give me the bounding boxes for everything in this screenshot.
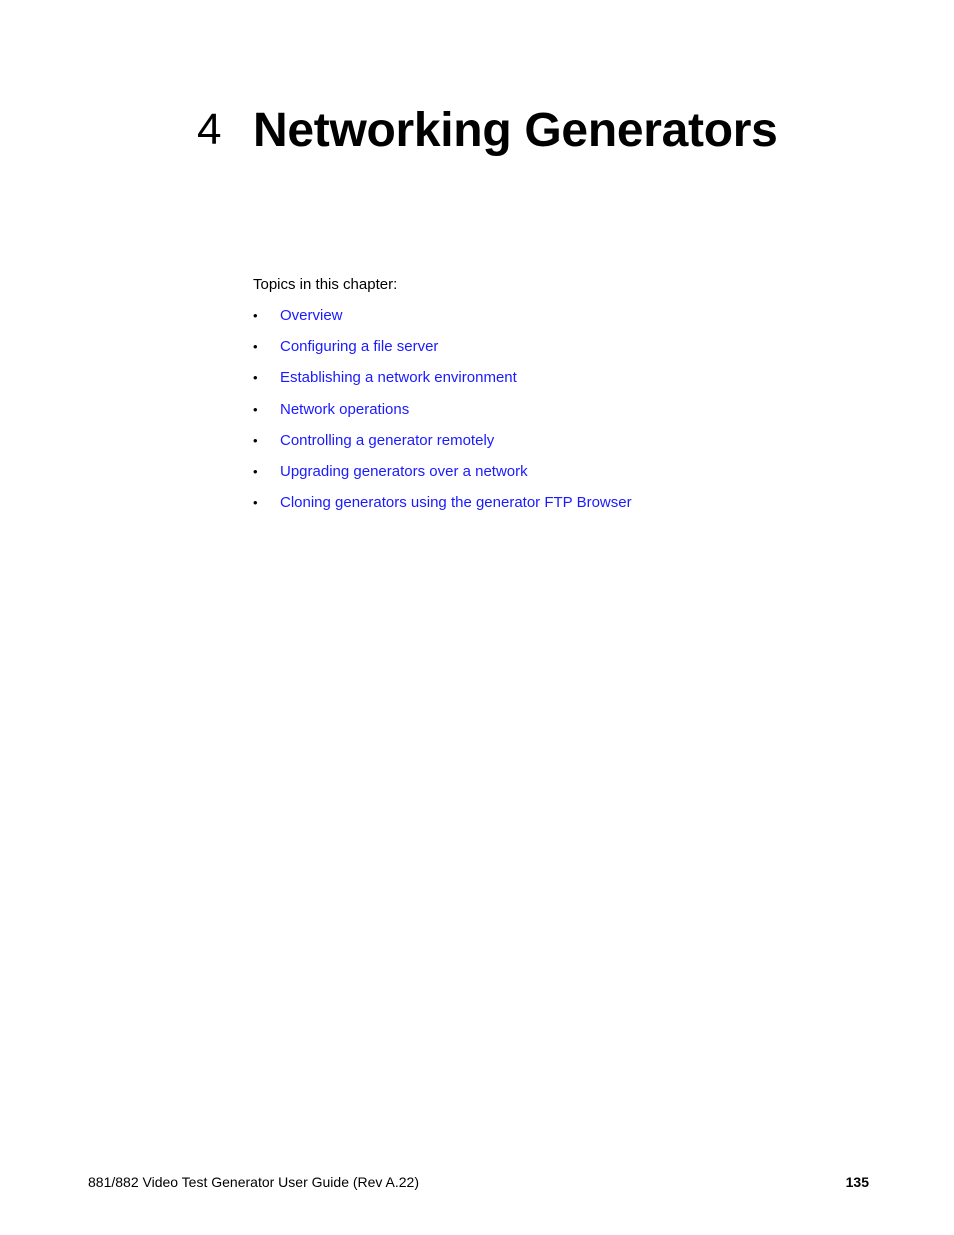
chapter-title: Networking Generators [253,103,778,157]
topic-link-remote-control[interactable]: Controlling a generator remotely [280,431,495,449]
topic-link-overview[interactable]: Overview [280,307,343,324]
topics-intro: Topics in this chapter: [253,276,398,293]
topic-link-network-environment[interactable]: Establishing a network environment [280,369,517,387]
chapter-number: 4 [197,105,222,154]
topic-link-configuring-file-server[interactable]: Configuring a file server [280,338,439,356]
bullet-icon: • [253,339,258,355]
footer-page-number: 135 [845,1174,869,1190]
topic-list [253,306,632,524]
list-item [253,306,632,337]
list-item [253,431,632,462]
bullet-icon: • [253,432,258,448]
list-item [253,462,632,493]
topic-link-network-operations[interactable]: Network operations [280,400,410,418]
topic-link-upgrading-generators[interactable]: Upgrading generators over a network [280,462,528,480]
footer-document-title: 881/882 Video Test Generator User Guide (Rev A.22) [88,1174,420,1190]
bullet-icon: • [253,401,258,417]
topic-link-cloning-generators[interactable]: Cloning generators using the generator FTP Browser [280,494,632,512]
list-item [253,400,632,431]
list-item [253,493,632,524]
bullet-icon: • [253,495,258,511]
bullet-icon: • [253,370,258,386]
bullet-icon: • [253,308,258,323]
bullet-icon: • [253,463,258,479]
chapter-heading [197,98,778,162]
list-item [253,368,632,399]
list-item [253,337,632,368]
